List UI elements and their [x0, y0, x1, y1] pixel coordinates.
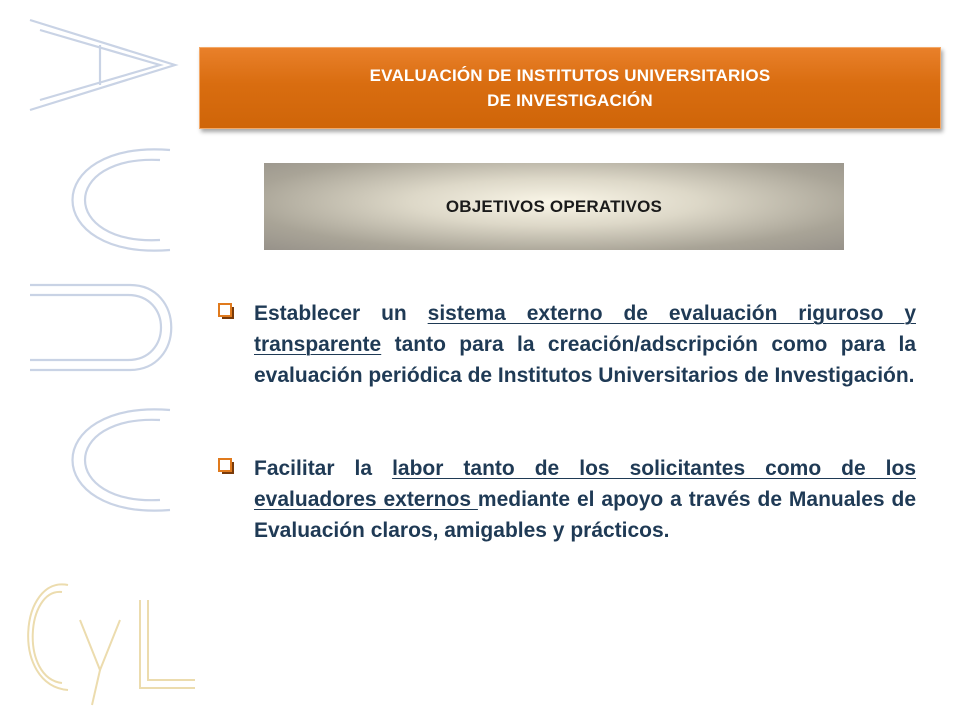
bullet-text: [254, 298, 916, 391]
checkbox-bullet-icon: [218, 303, 235, 320]
objectives-list: [218, 298, 916, 546]
bullet-text: [254, 453, 916, 546]
bullet-text-part: mediante el apoyo a través de Manuales de Evaluación claros, amigables y prácticos.: [254, 488, 916, 542]
acucyl-logo-watermark: [0, 0, 210, 720]
bullet-text-underlined: labor tanto de los solicitantes como de los evaluadores externos: [254, 457, 917, 511]
bullet-text-underlined: sistema externo de evaluación riguroso y transparente: [254, 302, 916, 356]
header-title-line1: EVALUACIÓN DE INSTITUTOS UNIVERSITARIOS: [369, 66, 771, 85]
checkbox-bullet-icon: [218, 458, 235, 475]
header-banner: [199, 47, 941, 129]
list-item: [218, 298, 916, 391]
bullet-text-part: Establecer un: [254, 302, 428, 325]
header-title-line2: DE INVESTIGACIÓN: [487, 91, 653, 110]
list-item: [218, 453, 916, 546]
bullet-text-part: tanto para la creación/adscripción como para la evaluación periódica de Institutos Universitarios de Investigación.: [254, 333, 916, 387]
subtitle-text: OBJETIVOS OPERATIVOS: [445, 196, 663, 216]
subtitle-box: [264, 163, 844, 250]
bullet-text-part: Facilitar la: [254, 457, 393, 480]
